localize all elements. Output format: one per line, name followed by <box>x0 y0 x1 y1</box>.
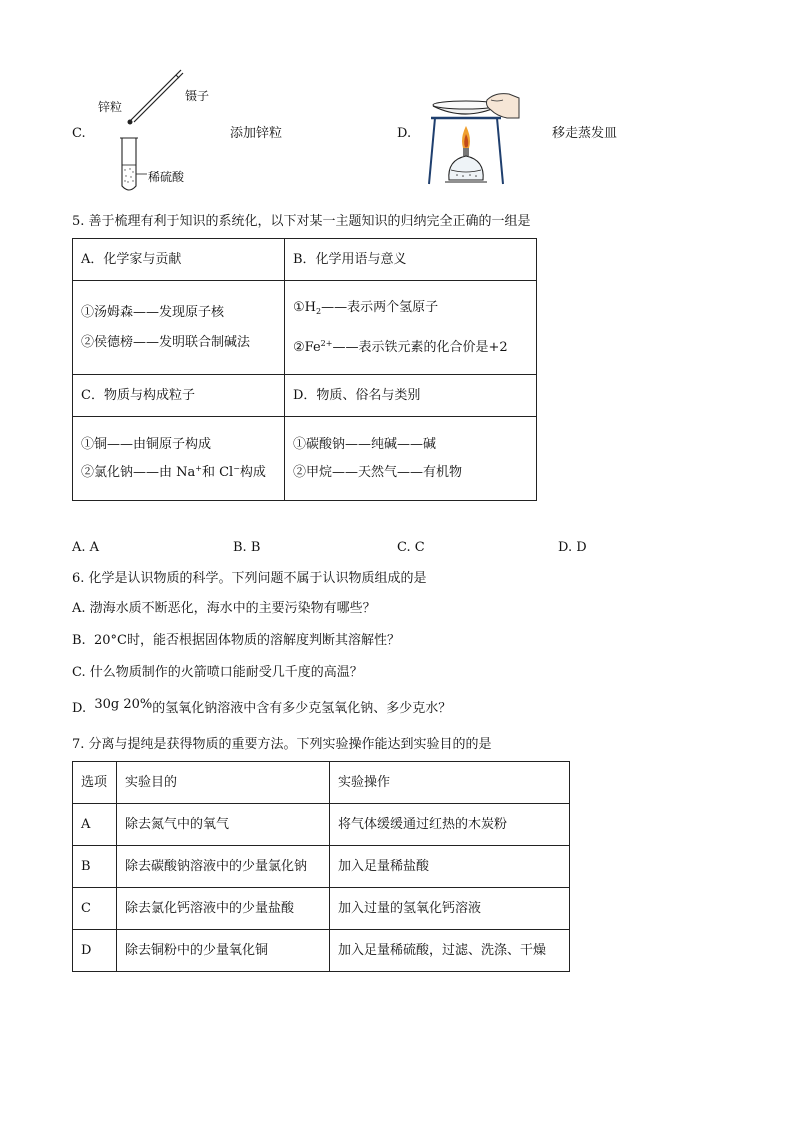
option-d-label: D. <box>397 126 412 141</box>
q7-row-b-operation: 加入足量稀盐酸 <box>330 846 570 888</box>
q7-header-purpose: 实验目的 <box>117 762 330 804</box>
q7-stem: 7. 分离与提纯是获得物质的重要方法。下列实验操作能达到实验目的的是 <box>72 737 492 752</box>
q5-choice-b: B. B <box>233 540 261 555</box>
q5-stem: 5. 善于梳理有利于知识的系统化，以下对某一主题知识的归纳完全正确的一组是 <box>72 214 531 229</box>
q6-option-a: A. 渤海水质不断恶化，海水中的主要污染物有哪些？ <box>72 601 376 616</box>
q7-row-b-option: B <box>73 846 117 888</box>
q6-option-c: C. 什么物质制作的火箭喷口能耐受几千度的高温？ <box>72 665 363 680</box>
q6-option-d: D. 30g 20%的氢氧化钠溶液中含有多少克氢氧化钠、多少克水？ <box>72 697 452 716</box>
q6-stem: 6. 化学是认识物质的科学。下列问题不属于认识物质组成的是 <box>72 571 427 586</box>
q5-choice-c: C. C <box>397 540 425 555</box>
q5-b1: $①H_2——$表示两个氢原子 <box>293 299 439 316</box>
q7-header-option: 选项 <box>73 762 117 804</box>
q5-cell-c-head: C．物质与构成粒子 <box>73 375 285 417</box>
zinc-label: 锌粒 <box>98 100 123 114</box>
table-row <box>73 804 570 846</box>
q5-cell-d-body <box>285 417 537 501</box>
q5-cell-a-head: A．化学家与贡献 <box>73 239 285 281</box>
q7-header-row <box>73 762 570 804</box>
q5-a2: ②侯德榜——发明联合制碱法 <box>81 334 251 350</box>
q5-a1: ①汤姆森——发现原子核 <box>81 304 225 320</box>
q5-cell-d-head: D．物质、俗名与类别 <box>285 375 537 417</box>
q5-d2: ②甲烷——天然气——有机物 <box>293 464 463 480</box>
q7-row-a-operation: 将气体缓缓通过红热的木炭粉 <box>330 804 570 846</box>
q7-row-c-operation: 加入过量的氢氧化钙溶液 <box>330 888 570 930</box>
q7-row-d-purpose: 除去铜粉中的少量氧化铜 <box>117 930 330 972</box>
option-c-label: C. <box>72 126 86 141</box>
table-row <box>73 846 570 888</box>
q5-choice-a: A. A <box>72 540 100 555</box>
q7-row-b-purpose: 除去碳酸钠溶液中的少量氯化钠 <box>117 846 330 888</box>
q5-cell-b-head: B．化学用语与意义 <box>285 239 537 281</box>
q7-row-d-operation: 加入足量稀硫酸，过滤、洗涤、干燥 <box>330 930 570 972</box>
q7-row-a-option: A <box>73 804 117 846</box>
dilute-acid-label: 稀硫酸 <box>148 170 185 184</box>
q5-d1: ①碳酸钠——纯碱——碱 <box>293 436 437 452</box>
q5-c2: ②氯化钠——由 Na+和 Cl−构成 <box>81 463 266 480</box>
tweezers-label: 镊子 <box>185 89 210 103</box>
q5-cell-c-body <box>73 417 285 501</box>
q7-row-d-option: D <box>73 930 117 972</box>
q7-row-c-option: C <box>73 888 117 930</box>
q7-table <box>72 761 570 972</box>
evaporating-dish-burner-figure <box>425 88 521 188</box>
table-row <box>73 888 570 930</box>
option-d-caption: 移走蒸发皿 <box>552 126 618 141</box>
q5-choice-d: D. D <box>558 540 587 555</box>
q5-cell-b-body <box>285 281 537 375</box>
table-row <box>73 930 570 972</box>
q5-b2: $②Fe^{2+}——$表示铁元素的化合价是+2 <box>293 338 508 355</box>
q6-option-b: B. 20°C时，能否根据固体物质的溶解度判断其溶解性？ <box>72 633 400 648</box>
q7-header-operation: 实验操作 <box>330 762 570 804</box>
option-c-caption: 添加锌粒 <box>230 126 283 141</box>
q5-table <box>72 238 537 501</box>
q7-row-a-purpose: 除去氮气中的氧气 <box>117 804 330 846</box>
q5-cell-a-body <box>73 281 285 375</box>
q5-c1: ①铜——由铜原子构成 <box>81 436 212 452</box>
q7-row-c-purpose: 除去氯化钙溶液中的少量盐酸 <box>117 888 330 930</box>
